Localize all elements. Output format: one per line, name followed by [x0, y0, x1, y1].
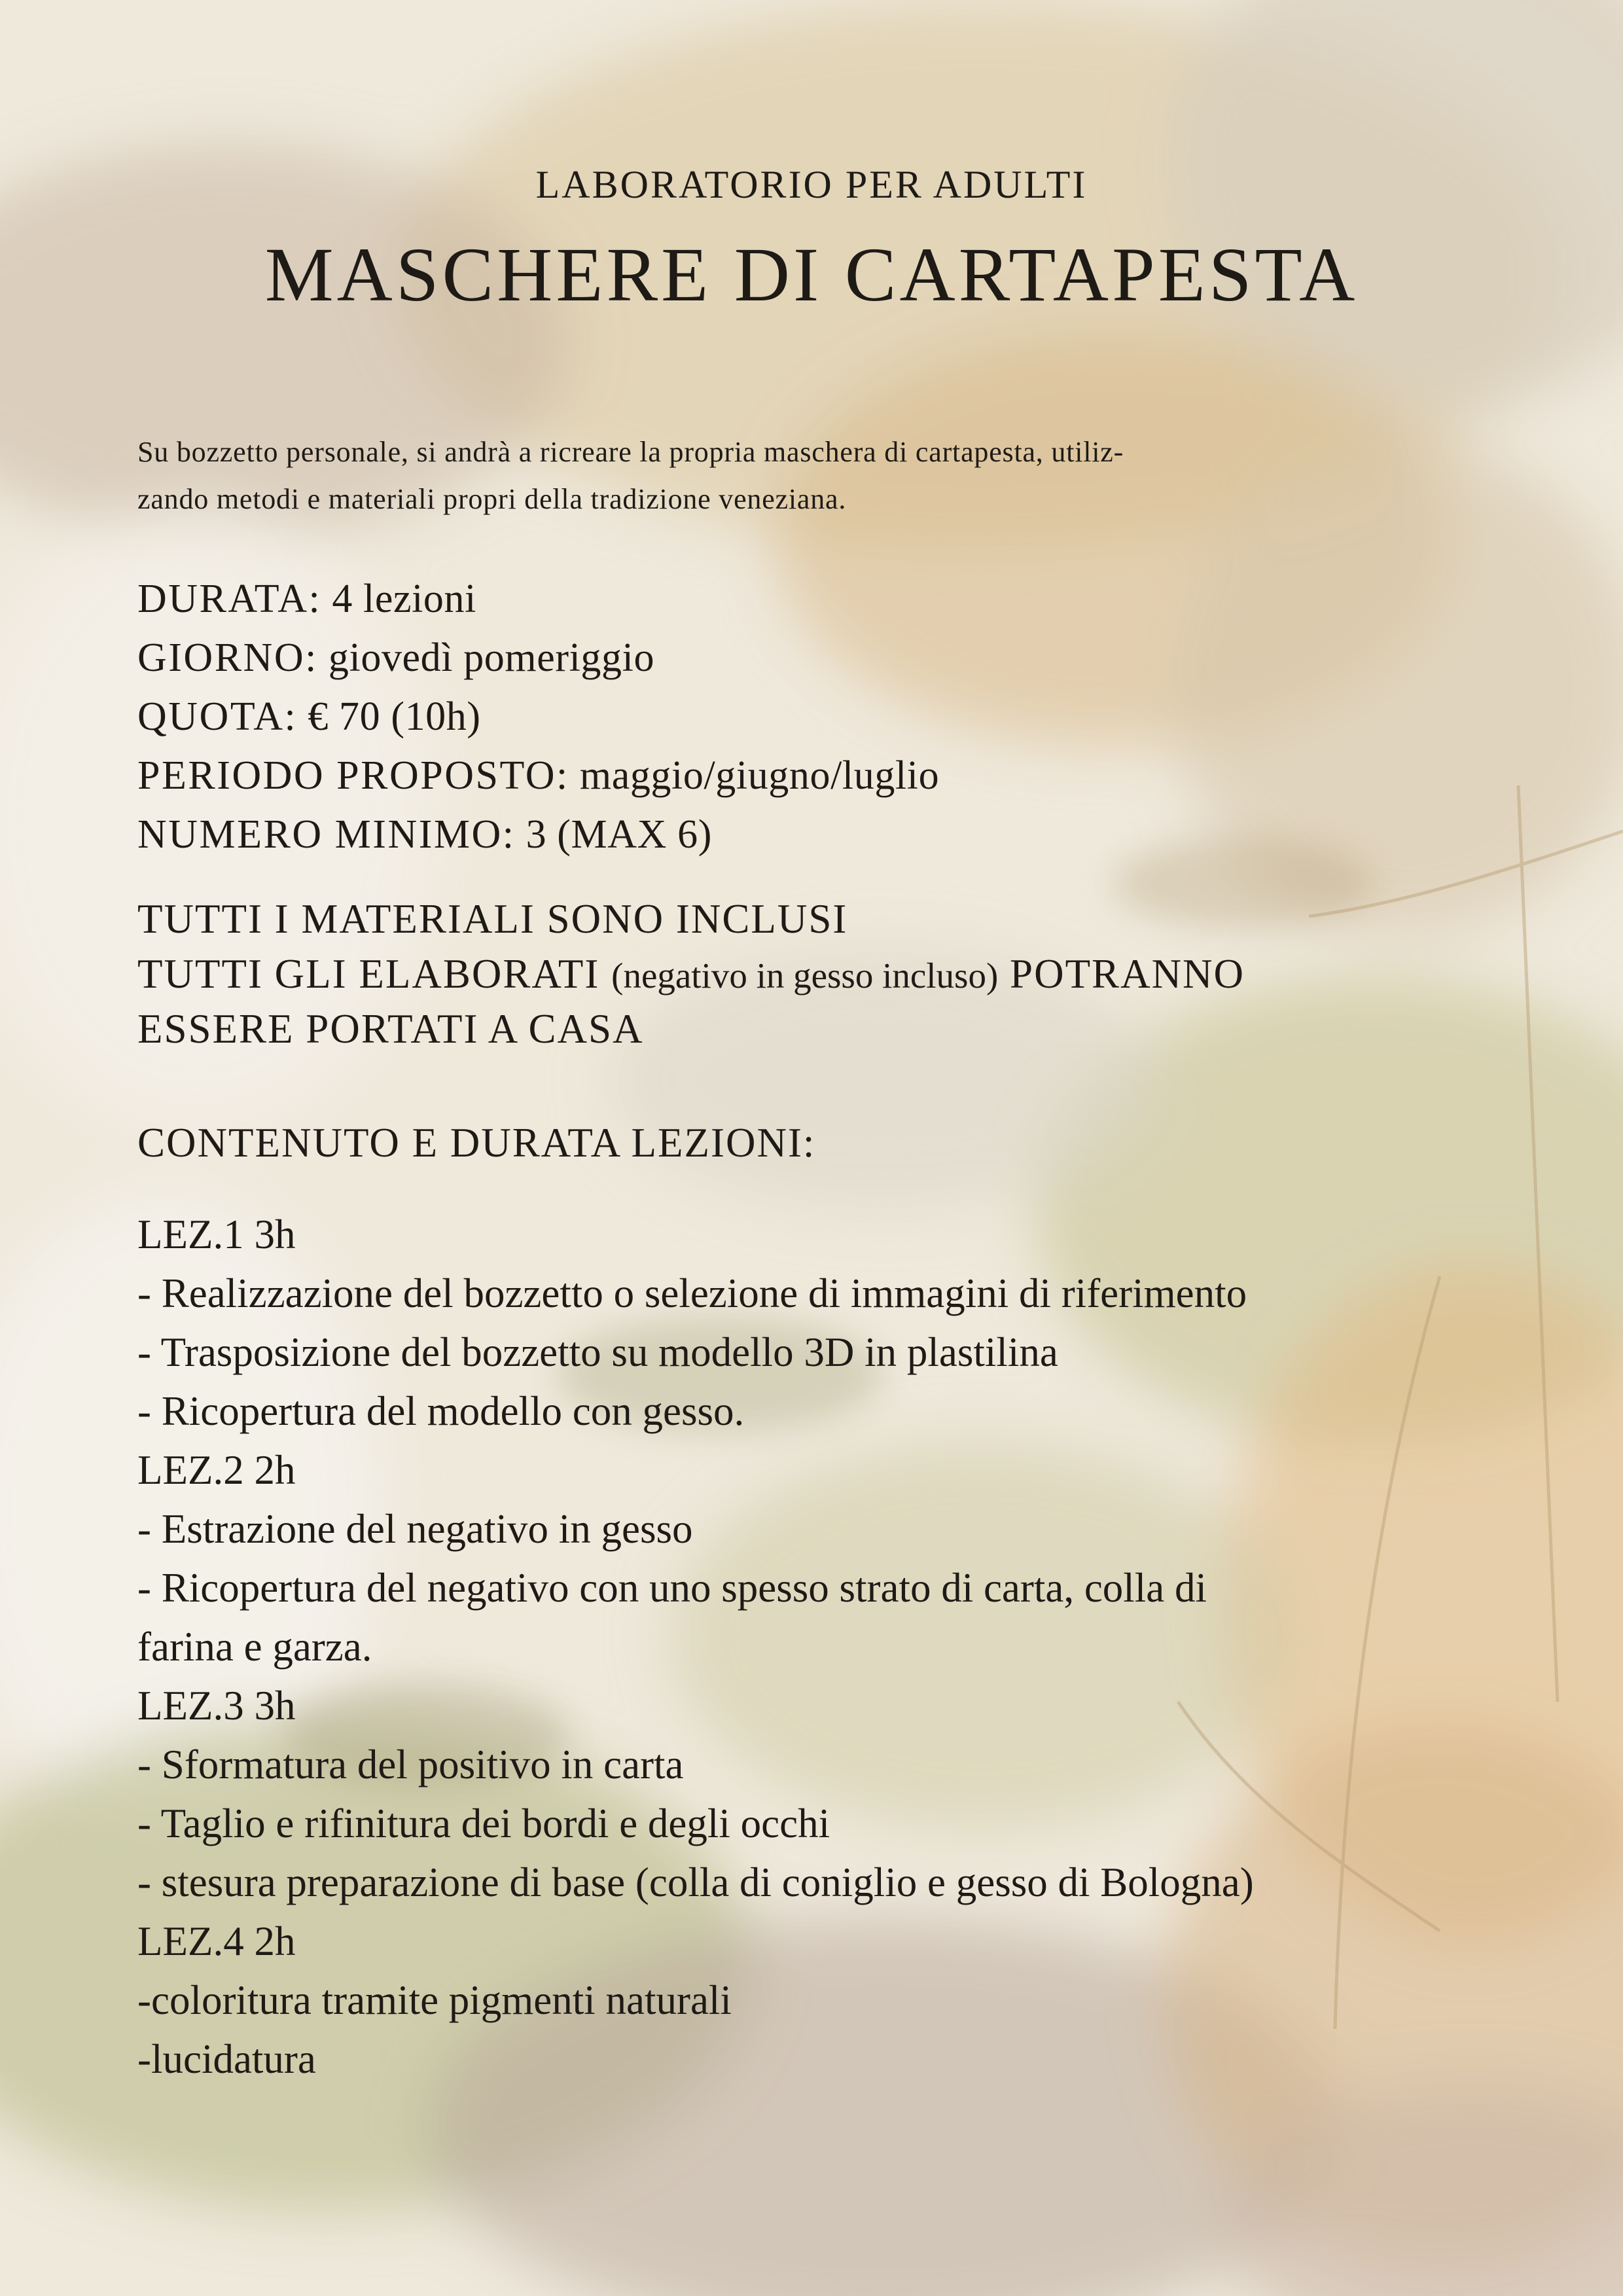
- works-note-end: POTRANNO: [998, 951, 1245, 997]
- lesson-item: -lucidatura: [137, 2036, 316, 2082]
- lesson-item: - Estrazione del negativo in gesso: [137, 1506, 693, 1552]
- lesson-heading: LEZ.2 2h: [137, 1447, 296, 1493]
- detail-label: PERIODO PROPOSTO:: [137, 753, 569, 798]
- detail-minimum: [137, 812, 712, 858]
- lesson-item: - Ricopertura del negativo con uno spesso strato di carta, colla di: [137, 1565, 1207, 1611]
- intro-line: zando metodi e materiali propri della tradizione veneziana.: [137, 483, 847, 515]
- lesson-heading: LEZ.4 2h: [137, 1918, 296, 1964]
- detail-value: maggio/giugno/luglio: [569, 753, 940, 798]
- detail-period: [137, 753, 939, 799]
- materials-note: TUTTI I MATERIALI SONO INCLUSI: [137, 896, 848, 942]
- detail-day: [137, 635, 654, 681]
- detail-label: GIORNO:: [137, 636, 318, 680]
- works-note-paren: (negativo in gesso incluso): [611, 956, 999, 996]
- detail-value: € 70 (10h): [297, 694, 481, 739]
- lesson-item: - Ricopertura del modello con gesso.: [137, 1388, 745, 1434]
- workshop-title: MASCHERE DI CARTAPESTA: [264, 232, 1359, 317]
- lesson-item: - Sformatura del positivo in carta: [137, 1742, 684, 1787]
- works-note-start: TUTTI GLI ELABORATI: [137, 951, 612, 997]
- lesson-item: farina e garza.: [137, 1624, 372, 1670]
- program-heading: CONTENUTO E DURATA LEZIONI:: [137, 1120, 816, 1166]
- works-note-line2: ESSERE PORTATI A CASA: [137, 1006, 644, 1052]
- lesson-item: - stesura preparazione di base (colla di coniglio e gesso di Bologna): [137, 1859, 1254, 1905]
- workshop-kicker: LABORATORIO PER ADULTI: [535, 163, 1088, 206]
- detail-value: 3 (MAX 6): [515, 812, 712, 857]
- lesson-heading: LEZ.3 3h: [137, 1683, 296, 1729]
- detail-fee: [137, 694, 481, 740]
- lesson-item: -coloritura tramite pigmenti naturali: [137, 1977, 732, 2023]
- lesson-item: - Realizzazione del bozzetto o selezione di immagini di riferimento: [137, 1270, 1247, 1316]
- detail-label: DURATA:: [137, 577, 322, 621]
- lesson-heading: LEZ.1 3h: [137, 1211, 296, 1257]
- lesson-item: - Taglio e rifinitura dei bordi e degli occhi: [137, 1801, 830, 1846]
- detail-label: QUOTA:: [137, 694, 298, 739]
- lesson-item: - Trasposizione del bozzetto su modello 3D in plastilina: [137, 1329, 1058, 1375]
- detail-value: giovedì pomeriggio: [317, 636, 655, 680]
- detail-duration: [137, 576, 476, 622]
- detail-value: 4 lezioni: [321, 577, 476, 621]
- detail-label: NUMERO MINIMO:: [137, 812, 516, 857]
- intro-line: Su bozzetto personale, si andrà a ricreare la propria maschera di cartapesta, utiliz-: [137, 436, 1124, 468]
- works-note: [137, 950, 1245, 998]
